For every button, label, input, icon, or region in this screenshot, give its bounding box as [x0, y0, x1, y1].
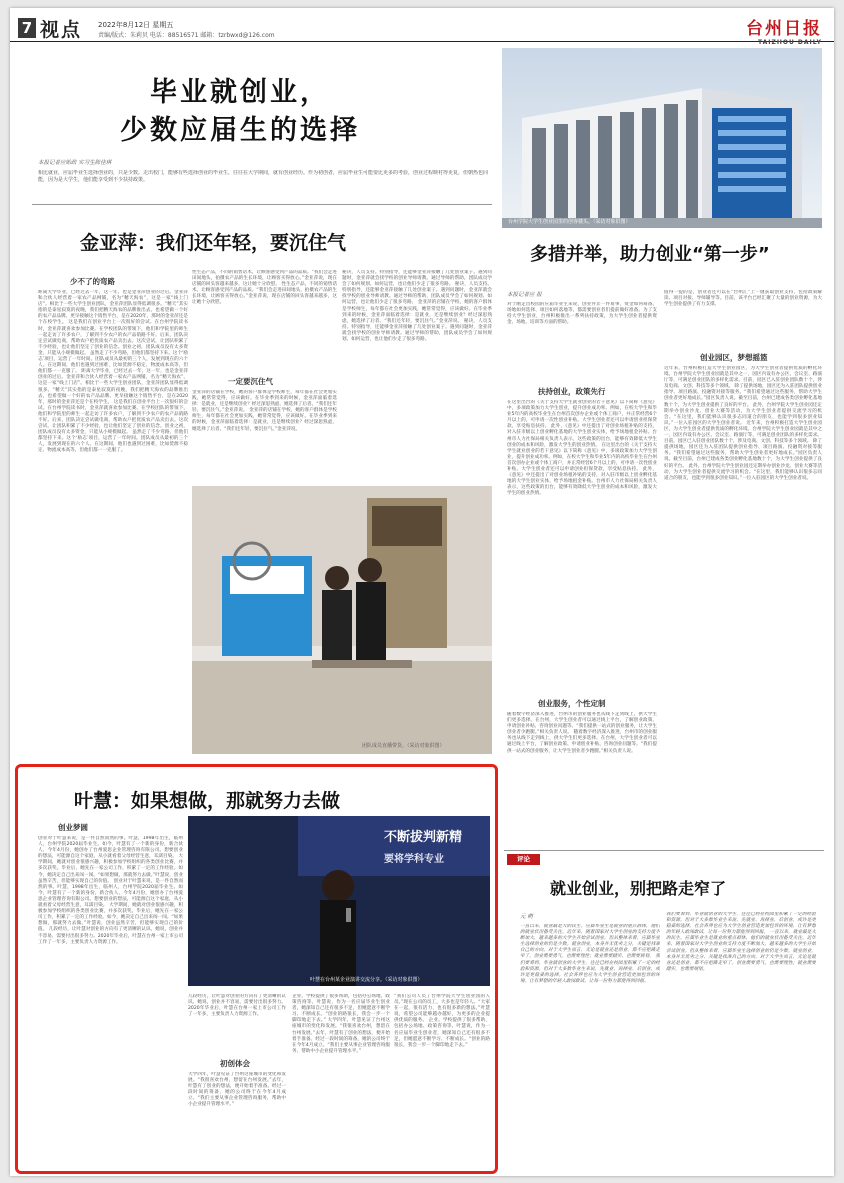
paper-name-en: TAIZHOU DAILY: [757, 39, 822, 46]
story3-para-c2: 此外，《意见》中还提出了对创业场租补贴的支持，对入驻市级以上创业孵化基地的大学生创业实体，给予场地租金补贴。台州市人力社保局相关负责人表示，这些政策的出台，能够有效降低大学生创业的成本和风险，激发大学生的创业热情。: [507, 467, 657, 497]
story3-para-d: 随着数字经济深入推进，台州市的创业服务也从线下走到线上，供大学生们更多选择。在台州，大学生创业者可以通过线上平台，了解创业政策、申请创业补贴、咨询创业问题等。“我们提供一站式的创业服务，让大学生创业者少跑腿。”相关负责人说。: [507, 712, 657, 736]
story3-text-d: [664, 290, 822, 348]
story2-subhead-1: 创业梦圆: [58, 823, 88, 832]
story1-text-d: [342, 270, 492, 482]
story2-para-c2: 几段经历，让叶慧对创业的方向有了更清晰的认识。她说，创业并不容易，需要付出很多努力。2020年毕业后，叶慧在台州一家上市公司工作了一年多，主要负责人力资源工作。: [38, 927, 183, 945]
story2-para-b2: 大学期间，她就对创业很感兴趣，积极参加学校组织的各类创业比赛，并多次获奖。毕业后，她先在一家公司工作，积累了一定的工作经验。如今，她决定自己出来闯一闯。“如果想做，那就努力去做。”叶慧说，创业虽然辛苦，但能够实现自己的价值。: [38, 903, 183, 933]
story2-para-d: 大学四年，叶慧见证了台州这座城市的变化和发展。“我很喜欢台州，想留在台州发展。”去年，叶慧有了创业的想法，便开始着手准备。经过一段时间的筹备，她的公司终于在今年4月成立。“我们主要从事企业管理咨询服务，帮助中小企业提升管理水平。”: [188, 1072, 286, 1108]
story1-para-d2: 性生态产品，不同的销售话术，让顾客感受到产品的品质。“我们会走进田间地头，拍摄农产品的生长环境，让顾客买得放心。”金亚萍说，现在店铺的回头客越来越多，这让她十分欣慰。: [192, 282, 337, 306]
date-line: 2022年8月12日 星期五: [98, 21, 174, 29]
editor-line: 责编/版式：朱莉贝 电话：88516571 邮箱：tzrbwxd@126.com: [98, 32, 275, 39]
story1-para-c2: 虽然走了不少弯路，但他们都坚持下来。这个‘励志’项目，运营了一年时间。团队成员从最初的三个人，发展到现在的六个人。在这期间，他们也遇到过困难，比如货源不稳定、物流成本高等，但他们都一一克服了。: [38, 430, 188, 454]
story1-text-a: [38, 290, 188, 750]
story3-text-e: [664, 366, 822, 840]
story1-para-b: 这是我们在创业平台上一次很好的尝试。在台州学院读书时，金亚萍就喜欢参加比赛。在学校团队的带领下，他们和学院里的师生一起走访了许多农户，了解到不少农户的农产品销路不好。后来，团队决定尝试做电商，帮助农户把优质农产品卖出去。这次尝试，让团队积累了不少经验，也让他们坚定了创业的信念。创业之初，团队成员没有太多资金，只能从小规模做起。: [38, 320, 188, 356]
story3-para-c: 此外，《意见》中还提出了对创业场租补贴的支持，对入驻市级以上创业孵化基地的大学生创业实体，给予场地租金补贴。台州市人力社保局相关负责人表示，这些政策的出台，能够有效降低大学生创业的成本和风险，激发大学生的创业热情。: [507, 424, 657, 448]
divider-commentary: [504, 850, 824, 851]
story3-para-b: 在这里出台的《关于支持大学生就业创业的若干意见》以下简称《意见》中，多项政策加力大学生创业，提升创业成功率。例如，在校大学生和毕业5年内的高校毕业生在台州首次创办企业或个体工商户，并正常经营6个月以上的，可申请一次性创业补贴。大学生创业者还可以申请创业担保贷款，享受贴息扶持。: [507, 400, 657, 430]
story3-subhead-3: 创业园区，梦想摇篮: [700, 353, 768, 362]
story3-subhead-1: 扶持创业，政策先行: [538, 387, 606, 396]
story2-para-d2: 大学四年，叶慧见证了台州这座城市的变化和发展。“我很喜欢台州，想留在台州发展。”去年，叶慧有了创业的想法，便开始着手准备。经过一段时间的筹备，她的公司终于在今年4月成立。“我们主要从事企业管理咨询服务，帮助中小企业提升管理水平。”: [292, 1018, 390, 1054]
story1-para-f: 秘诀，人员支持。特别指导，还能够金亚萍接触了几处创业案子。遇到问题时，金亚萍就会找学校的创业导师请教。通过导师的帮助，团队成员学会了如何规划、如何运营，也让他们少走了很多弯路。: [342, 270, 492, 288]
masthead: [10, 8, 834, 46]
building-photo-graphic: [502, 48, 822, 228]
story1-para-a2: 距离大学毕业，已经过去一年，这一年，也是金亚萍创业的过后。金亚萍和合伙人经营着一家农产品网铺，名为“精天海农”，这是一家“线上门店”。相比于一些大学生创业团队，金亚萍团队显得低调很多。“精天”其实指的是泰星寂寞的夜晚，我们把精天海农的品牌推出去，也希望做一个好的农产品品牌。更早接触这个销售平台，是在2020年，那时的金亚萍还是个在校学生。: [38, 369, 188, 405]
story1-text-b: [192, 270, 337, 370]
photo-banner-text-2: 要将学科专业: [384, 854, 444, 865]
story1-subhead-1: 少不了的弯路: [70, 277, 115, 286]
story2-text-b: [188, 994, 286, 1054]
commentary-title: 就业创业，别把路走窄了: [550, 879, 727, 898]
story3-para-b2: 在这里出台的《关于支持大学生就业创业的若干意见》以下简称《意见》中，多项政策加力大学生创业，提升创业成功率。例如，在校大学生和毕业5年内的高校毕业生在台州首次创办企业或个体工商户，并正常经营6个月以上的，可申请一次性创业补贴。大学生创业者还可以申请创业担保贷款，享受贴息扶持。: [507, 442, 657, 473]
story3-para-g2: 除了提供场地，园区还为入驻团队提供创业指导、项目路演、投融资对接等服务。“我们希望通过这些服务，帮助大学生创业者更好地成长。”园区负责人说。截至目前，台州已建成各类创业孵化基地数十个，为大学生创业提供了良好的平台。: [664, 439, 822, 469]
lead-intro: 相比就业，应届毕业生选择创业的，只是少数。走出校门，能够有些选择创业的毕业生，往往在大学期间，就有创业经历。作为初创者，应届毕业生可能要比更多的考验，创业过程映衬得更复，但朝热也同能，因为是大学生，他们能享受到不少扶持政策。: [38, 170, 488, 183]
story3-para-a: 对于刚走出校园的应届毕业生来说，创业并非一件易事，资金如何筹备、场地如何选择、项目如何落地等，都需要创业者们提前做好准备。为了支持大学生创业，台州积极推出一系列扶持政策，为大学生创业者提供资金、场地、培训等方面的帮助。: [507, 302, 657, 326]
divider: [32, 204, 492, 205]
story1-para-c: 虽然走了不少弯路，但他们都坚持下来。这个‘励志’项目，运营了一年时间。团队成员从最初的三个人，发展到现在的六个人。在这期间，他们也遇到过困难，比如货源不稳定、物流成本高等，但他们都一一克服了。: [38, 350, 188, 375]
story2-para-a2: 创业对于叶慧来说，是一件自然而然的事。叶慧，1998年出生，临州人，台州学院2020届毕业生。如今，叶慧有了一个新的身份，新合伙人、今年4月份，她创办了台州爱思企业管理咨询有限公司。想要创业的想法，可能源自这个家庭，从小就看着父母经营生意，耳濡目染。: [38, 878, 183, 909]
story2-subhead-2: 初创体会: [220, 1059, 250, 1068]
commentary-para-3: 我们要看到，毕业就创业的大学生，往往已经在校园里积累了一定的经验和资源。但对于大多数毕业生来说，先就业、再择业、后创业，或许是更稳妥的选择。社会各界也应为大学生创业营造更加包容的环境，让有梦想的年轻人敢闯敢试，让每一份努力都能得到回报。: [666, 912, 816, 936]
story2-para-b: 大学期间，她就对创业很感兴趣，积极参加学校组织的各类创业比赛，并多次获奖。毕业后，她先在一家公司工作，积累了一定的工作经验。如今，她决定自己出来闯一闯。“如果想做，那就努力去做。”叶慧说，创业虽然辛苦，但能够实现自己的价值。: [38, 854, 183, 884]
section-title: 视点: [40, 19, 83, 41]
story2-text-a: [38, 836, 183, 1166]
lead-byline: 本报记者应贻政 实习生陈佳琪: [38, 160, 112, 166]
story3-para-f2: 近年来，台州积极打造大学生创业园区，为大学生创业者提供优质的孵化环境。台州学院大学生创业园就是其中之一，园区内设有办公区、会议室、路演厅等，可满足创业团队的多样化需求。目前，园区已入驻创业团队数十个，涉及电商、文创、科技等多个领域。: [664, 420, 822, 445]
story1-para-f3: 秘诀，人员支持。特别指导，还能够金亚萍接触了几处创业案子。遇到问题时，金亚萍就会找学校的创业导师请教。通过导师的帮助，团队成员学会了如何规划、如何运营，也让他们少走了很多弯路。: [342, 318, 492, 343]
story1-para-e: 金亚萍的店铺在学校，她的客户群体是学校师生，每年都在社会更加实践，她常常觉得，应该做好。在毕业季到来的时候，金亚萍面临着选择：是就业，还是继续创业？经过深思熟虑，她选择了后者。“我们还年轻，要沉住气。”金亚萍说。: [192, 390, 337, 414]
story2-photo: [188, 816, 490, 986]
story1-para-a: 距离大学毕业，已经过去一年，这一年，也是金亚萍创业的过后。金亚萍和合伙人经营着一家农产品网铺，名为“精天海农”，这是一家“线上门店”。相比于一些大学生创业团队，金亚萍团队显得低调很多。“精天”其实指的是泰星寂寞的夜晚，我们把精天海农的品牌推出去，也希望做一个好的农产品品牌。更早接触这个销售平台，是在2020年，那时的金亚萍还是个在校学生。: [38, 290, 188, 326]
commentary-text-b: [666, 912, 816, 1164]
story3-para-g: 除了提供场地，园区还为入驻团队提供创业指导、项目路演、投融资对接等服务。“我们希望通过这些服务，帮助大学生创业者更好地成长。”园区负责人说。截至目前，台州已建成各类创业孵化基地数十个，为大学生创业提供了良好的平台。: [664, 384, 822, 408]
story1-para-f2: 秘诀，人员支持。特别指导，还能够金亚萍接触了几处创业案子。遇到问题时，金亚萍就会找学校的创业导师请教。通过导师的帮助，团队成员学会了如何规划、如何运营，也让他们少走了很多弯路。: [342, 282, 492, 306]
lead-photo: [502, 48, 822, 228]
story2-para-f: “我们公司人员了台州学院大学生创业园的人员。”现在公司的员工，大多也是年轻人。“大家在一起，很有活力，也有很多新的想法。”叶慧说，希望公司能够越办越好，为更多的企业提供优质的服务。: [394, 994, 490, 1024]
story3-byline: 本报记者应 报: [507, 292, 542, 298]
story3-title: 多措并举，助力创业“第一步”: [530, 244, 770, 265]
paper-name: 台州日报: [746, 19, 822, 39]
story3-text-a: [507, 302, 657, 382]
story2-text-e: [394, 994, 490, 1166]
story1-photo-caption: 团队成员直播带货。（采访对象供图）: [362, 743, 445, 749]
livestream-photo-graphic: [192, 486, 492, 754]
story1-para-e3: 金亚萍的店铺在学校，她的客户群体是学校师生，每年都在社会更加实践，她常常觉得，应该做好。在毕业季到来的时候，金亚萍面临着选择：是就业，还是继续创业？经过深思熟虑，她选择了后者。“我们还年轻，要沉住气。”金亚萍说。: [342, 300, 492, 324]
story3-text-b: [507, 400, 657, 688]
commentary-para-4: 一直以来，就业最是大的民生。应届毕业生是就业的重点群体，他们的就业状况备受关注。近年来，随着国家对大学生创业的支持力度不断加大，越来越多的大学生开始尝试创业。但从整体来看，应届毕业生选择创业的仍是少数。就业创业，本身并无优劣之分，关键是找准自己的方向。对于大学生而言，无论是就业还是创业，都不应把路走窄了。创业需要勇气，也需要理性；就业需要踏实，也需要规划。: [666, 930, 816, 972]
story2-para-a: 创业对于叶慧来说，是一件自然而然的事。叶慧，1998年出生，临州人，台州学院2020届毕业生。如今，叶慧有了一个新的身份，新合伙人、今年4月份，她创办了台州爱思企业管理咨询有限公司。想要创业的想法，可能源自这个家庭，从小就看着父母经营生意，耳濡目染。: [38, 836, 183, 860]
paper-logo: [746, 14, 822, 46]
commentary-text-a: [520, 924, 660, 1164]
lead-photo-caption: 台州学院大学生创业园里的创客楼头。（采访对象供图）: [508, 219, 631, 225]
story1-para-e2: 金亚萍的店铺在学校，她的客户群体是学校师生，每年都在社会更加实践，她常常觉得，应该做好。在毕业季到来的时候，金亚萍面临着选择：是就业，还是继续创业？经过深思熟虑，她选择了后者。“我们还年轻，要沉住气。”金亚萍说。: [192, 408, 337, 432]
story3-subhead-2: 创业服务，个性定制: [538, 699, 606, 708]
photo-banner-text-1: 不断拔判新精: [384, 830, 463, 845]
story2-para-e: 企业。学校提供了很多帮助，包括办公场地、政策咨询等。叶慧说，作为一名应届毕业生创业者，她深知自己还有很多不足，但她愿意不断学习、不断成长。“创业的路很长，我会一步一个脚印地走下去。”: [292, 994, 390, 1024]
story1-para-b2: 这是我们在创业平台上一次很好的尝试。在台州学院读书时，金亚萍就喜欢参加比赛。在学校团队的带领下，他们和学院里的师生一起走访了许多农户，了解到不少农户的农产品销路不好。后来，团队决定尝试做电商，帮助农户把优质农产品卖出去。这次尝试，让团队积累了不少经验，也让他们坚定了创业的信念。创业之初，团队成员没有太多资金，只能从小规模做起。: [38, 399, 188, 436]
commentary-byline: 元 萌: [520, 914, 533, 920]
story3-para-h: 此外，台州学院大学生创业园还定期举办创业沙龙、创业大赛等活动，为大学生创业者提供交流学习的机会。“在这里，我们能够认识很多志同道合的朋友，也能学到很多创业知识。”一位入驻园区的大学生创业者说。: [664, 402, 822, 426]
story2-para-e2: 企业。学校提供了很多帮助，包括办公场地、政策咨询等。叶慧说，作为一名应届毕业生创业者，她深知自己还有很多不足，但她愿意不断学习、不断成长。“创业的路很长，我会一步一个脚印地走下去。”: [394, 1018, 490, 1048]
story1-para-d: 性生态产品，不同的销售话术，让顾客感受到产品的品质。“我们会走进田间地头，拍摄农产品的生长环境，让顾客买得放心。”金亚萍说，现在店铺的回头客越来越多，这让她十分欣慰。: [192, 270, 337, 288]
lead-headline-2: 少数应届生的选择: [120, 115, 360, 146]
story1-photo: [192, 486, 492, 754]
story1-title: 金亚萍：我们还年轻，要沉住气: [80, 232, 347, 254]
lead-headline-1: 毕业就创业，: [150, 77, 330, 108]
story3-para-d2: 随着数字经济深入推进，台州市的创业服务也从线下走到线上，供大学生们更多选择。在台州，大学生创业者可以通过线上平台，了解创业政策、申请创业补贴、咨询创业问题等。“我们提供一站式的创业服务，让大学生创业者少跑腿。”相关负责人说。: [507, 730, 657, 754]
commentary-para-2: 我们要看到，毕业就创业的大学生，往往已经在校园里积累了一定的经验和资源。但对于大多数毕业生来说，先就业、再择业、后创业，或许是更稳妥的选择。社会各界也应为大学生创业营造更加包容的环境，让有梦想的年轻人敢闯敢试，让每一份努力都能得到回报。: [520, 954, 660, 984]
story3-para-e: 值得一提的是，创业者还可以在“台州汇”上一键获取创业支持，包括政策解读、项目对接、导师辅导等。目前，该平台已经汇聚了大量的创业资源，为大学生创业提供了有力支撑。: [664, 290, 822, 308]
story1-text-c: [192, 390, 337, 482]
story3-para-f: 近年来，台州积极打造大学生创业园区，为大学生创业者提供优质的孵化环境。台州学院大学生创业园就是其中之一，园区内设有办公区、会议室、路演厅等，可满足创业团队的多样化需求。目前，园区已入驻创业团队数十个，涉及电商、文创、科技等多个领域。: [664, 366, 822, 390]
story3-para-h2: 此外，台州学院大学生创业园还定期举办创业沙龙、创业大赛等活动，为大学生创业者提供交流学习的机会。“在这里，我们能够认识很多志同道合的朋友，也能学到很多创业知识。”一位入驻园区的大学生创业者说。: [664, 463, 822, 481]
newspaper-page: [10, 8, 834, 1176]
commentary-para-1: 一直以来，就业最是大的民生。应届毕业生是就业的重点群体，他们的就业状况备受关注。近年来，随着国家对大学生创业的支持力度不断加大，越来越多的大学生开始尝试创业。但从整体来看，应届毕业生选择创业的仍是少数。就业创业，本身并无优劣之分，关键是找准自己的方向。对于大学生而言，无论是就业还是创业，都不应把路走窄了。创业需要勇气，也需要理性；就业需要踏实，也需要规划。: [520, 924, 660, 960]
story2-title: 叶慧：如果想做，那就努力去做: [74, 790, 341, 812]
story2-text-c: [188, 1072, 286, 1166]
commentary-tag: 评论: [507, 854, 540, 865]
story2-photo-caption: 叶慧在台州某企业演讲交流分享。（采访对象供图）: [310, 977, 423, 983]
story1-subhead-2: 一定要沉住气: [228, 377, 273, 386]
page-number: 7: [18, 18, 36, 38]
story3-text-c: [507, 712, 657, 840]
story2-para-c: 几段经历，让叶慧对创业的方向有了更清晰的认识。她说，创业并不容易，需要付出很多努力。2020年毕业后，叶慧在台州一家上市公司工作了一年多，主要负责人力资源工作。: [188, 994, 286, 1018]
story2-text-d: [292, 994, 390, 1166]
